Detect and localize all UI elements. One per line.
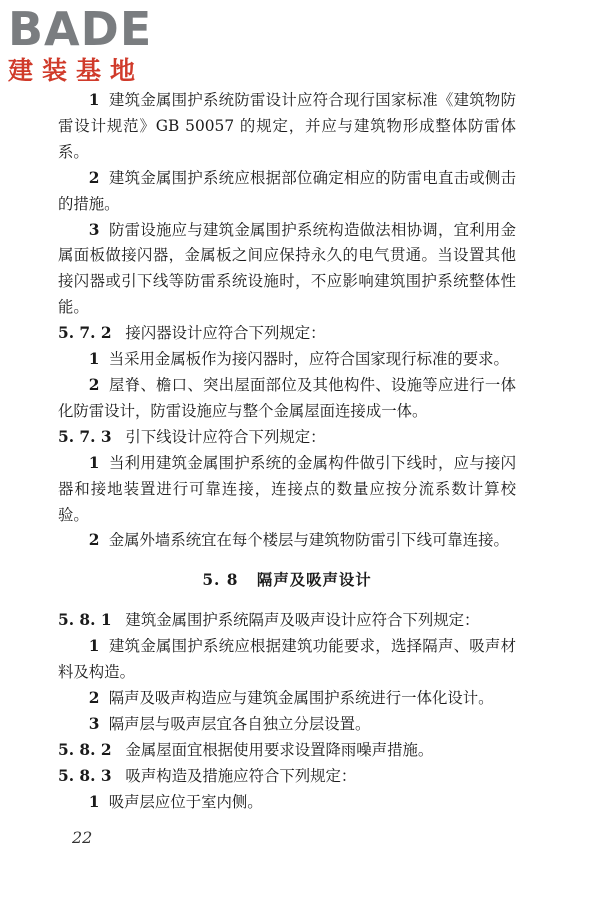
item-number: 1 <box>88 91 100 109</box>
section-number: 5. 8 <box>202 571 239 590</box>
clause-number: 5. 8. 2 <box>58 740 112 759</box>
item-number: 1 <box>88 792 100 811</box>
item-number: 3 <box>88 714 100 733</box>
document-body <box>58 88 516 815</box>
item-number: 2 <box>88 375 100 394</box>
section-heading <box>58 568 516 594</box>
list-item <box>58 528 516 554</box>
item-number: 1 <box>88 637 100 656</box>
logo-subtitle: 建装基地 <box>8 56 145 85</box>
list-item <box>58 166 516 218</box>
list-item <box>58 686 516 712</box>
item-text: 屋脊、檐口、突出屋面部位及其他构件、设施等应进行一体化防雷设计，防雷设施应与整个金属屋面连接成一体。 <box>58 375 516 420</box>
clause <box>58 764 516 790</box>
page-number: 22 <box>72 828 93 847</box>
item-number: 2 <box>88 531 100 550</box>
clause-number: 5. 7. 3 <box>58 427 112 446</box>
clause-number: 5. 7. 2 <box>58 324 112 343</box>
item-text: 金属外墙系统宜在每个楼层与建筑物防雷引下线可靠连接。 <box>108 531 509 550</box>
clause-text: 接闪器设计应符合下列规定： <box>125 324 326 343</box>
item-number: 3 <box>88 220 100 239</box>
item-number: 1 <box>88 453 100 472</box>
clause-number: 5. 8. 1 <box>58 611 112 630</box>
list-item <box>58 218 516 322</box>
clause <box>58 738 516 764</box>
list-item <box>58 347 516 373</box>
clause-text: 金属屋面宜根据使用要求设置降雨噪声措施。 <box>125 740 434 759</box>
clause <box>58 608 516 634</box>
item-text: 建筑金属围护系统应根据建筑功能要求，选择隔声、吸声材料及构造。 <box>58 637 516 682</box>
item-text: 防雷设施应与建筑金属围护系统构造做法相协调，宜利用金属面板做接闪器，金属板之间应保持永久的电气贯通。当设置其他接闪器或引下线等防雷系统设施时，不应影响建筑围护系统整体性能。 <box>58 220 516 317</box>
item-text: 当利用建筑金属围护系统的金属构件做引下线时，应与接闪器和接地装置进行可靠连接，连接点的数量应按分流系数计算校验。 <box>58 453 516 524</box>
item-text: 吸声层应位于室内侧。 <box>108 792 263 811</box>
clause-number: 5. 8. 3 <box>58 766 112 785</box>
clause <box>58 321 516 347</box>
item-text: 隔声及吸声构造应与建筑金属围护系统进行一体化设计。 <box>108 688 494 707</box>
bade-logo <box>8 4 178 87</box>
list-item <box>58 88 516 166</box>
clause-text: 吸声构造及措施应符合下列规定： <box>125 766 357 785</box>
clause-text: 建筑金属围护系统隔声及吸声设计应符合下列规定： <box>125 611 480 630</box>
list-item <box>58 634 516 686</box>
clause-text: 引下线设计应符合下列规定： <box>125 427 326 446</box>
section-title-text: 隔声及吸声设计 <box>256 571 372 590</box>
list-item <box>58 712 516 738</box>
item-number: 2 <box>88 688 100 707</box>
list-item <box>58 790 516 816</box>
item-number: 2 <box>88 168 100 187</box>
item-text: 当采用金属板作为接闪器时，应符合国家现行标准的要求。 <box>108 350 509 369</box>
item-text: 建筑金属围护系统防雷设计应符合现行国家标准《建筑物防雷设计规范》GB 50057 的规定，并应与建筑物形成整体防雷体系。 <box>58 91 516 161</box>
item-number: 1 <box>88 350 100 369</box>
item-text: 隔声层与吸声层宜各自独立分层设置。 <box>108 714 371 733</box>
list-item <box>58 373 516 425</box>
list-item <box>58 451 516 529</box>
logo-brand: BADE <box>8 2 153 56</box>
item-text: 建筑金属围护系统应根据部位确定相应的防雷电直击或侧击的措施。 <box>58 168 516 213</box>
clause <box>58 425 516 451</box>
